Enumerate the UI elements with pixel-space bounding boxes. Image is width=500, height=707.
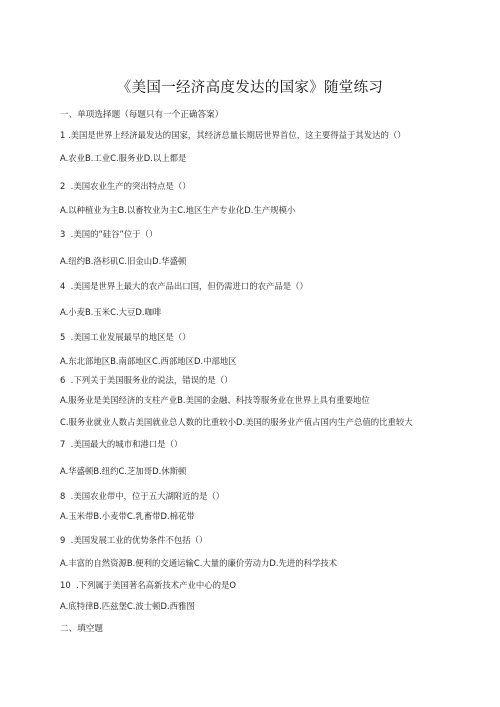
question-text: .美国农业带中，位于五大湖附近的是（） <box>70 491 225 501</box>
question-2-options: A.以种植业为主B.以畜牧业为主C.地区生产专业化D.生产规模小 <box>60 205 296 215</box>
question-7-options: A.华盛顿B.纽约C.芝加哥D.休斯顿 <box>60 466 187 476</box>
question-10 <box>60 579 236 591</box>
question-9 <box>60 534 207 546</box>
question-5 <box>60 331 191 343</box>
question-5-options: A.东北部地区B.南部地区C.西部地区D.中部地区 <box>60 356 237 366</box>
question-text: .下列属于美国著名高新技术产业中心的是O <box>76 580 237 590</box>
question-8-options: A.玉米带B.小麦带C.乳畜带D.棉花带 <box>60 511 195 521</box>
question-6-options-continued: C.服务业就业人数占美国就业总人数的比重较小D.美国的服务业产值占国内生产总值的比重较大 <box>60 417 413 427</box>
question-text: .美国农业生产的突出特点是（） <box>70 181 191 191</box>
question-text: .美国最大的城市和港口是（） <box>70 439 183 449</box>
question-number: 7 <box>60 439 66 449</box>
question-text: .美国是世界上最大的农产品出口国，但仍需进口的农产品是（） <box>70 281 308 291</box>
question-text: .下列关于美国服务业的说法，错误的是（） <box>70 375 233 385</box>
section-header-choice: 一、单项选择题（每题只有一个正确答案） <box>60 110 224 120</box>
question-text: .美国工业发展最早的地区是（） <box>70 332 191 342</box>
question-number: 5 <box>60 332 66 342</box>
question-number: 3 <box>60 229 66 239</box>
question-2 <box>60 180 191 192</box>
section-header-fill: 二、填空题 <box>60 624 103 634</box>
question-number: 10 <box>60 580 71 590</box>
question-number: 6 <box>60 375 66 385</box>
question-4-options: A.小麦B.玉米C.大豆D.咖啡 <box>60 307 162 317</box>
question-9-options: A.丰富的自然资源B.便利的交通运输C.大量的廉价劳动力D.先进的科学技术 <box>60 558 338 568</box>
question-7 <box>60 438 182 450</box>
page-title: 《美国一经济高度发达的国家》随堂练习 <box>116 80 384 96</box>
question-1-options: A.农业B.工业C.服务业D.以上都是 <box>60 153 187 163</box>
question-number: 9 <box>60 535 66 545</box>
question-number: 8 <box>60 491 66 501</box>
question-10-options: A.底特律B.匹兹堡C.波士顿D.西雅图 <box>60 601 195 611</box>
question-number: 4 <box>60 281 66 291</box>
question-4 <box>60 280 308 292</box>
question-number: 2 <box>60 181 66 191</box>
question-number: 1 <box>60 130 66 140</box>
question-text: .美国发展工业的优势条件不包括（） <box>70 535 208 545</box>
question-6 <box>60 374 232 386</box>
question-3-options: A.纽约B.洛杉矶C.旧金山D.华盛顿 <box>60 256 187 266</box>
question-text: .美国是世界上经济最发达的国家，其经济总量长期居世界首位，这主要得益于其发达的（） <box>68 130 406 140</box>
question-6-options: A.服务业是美国经济的支柱产业B.美国的金融、科技等服务业在世界上具有重要地位 <box>60 395 370 405</box>
question-8 <box>60 490 224 502</box>
question-3 <box>60 228 157 240</box>
question-text: .美国的“硅谷”位于（） <box>70 229 158 239</box>
question-1 <box>60 129 406 141</box>
